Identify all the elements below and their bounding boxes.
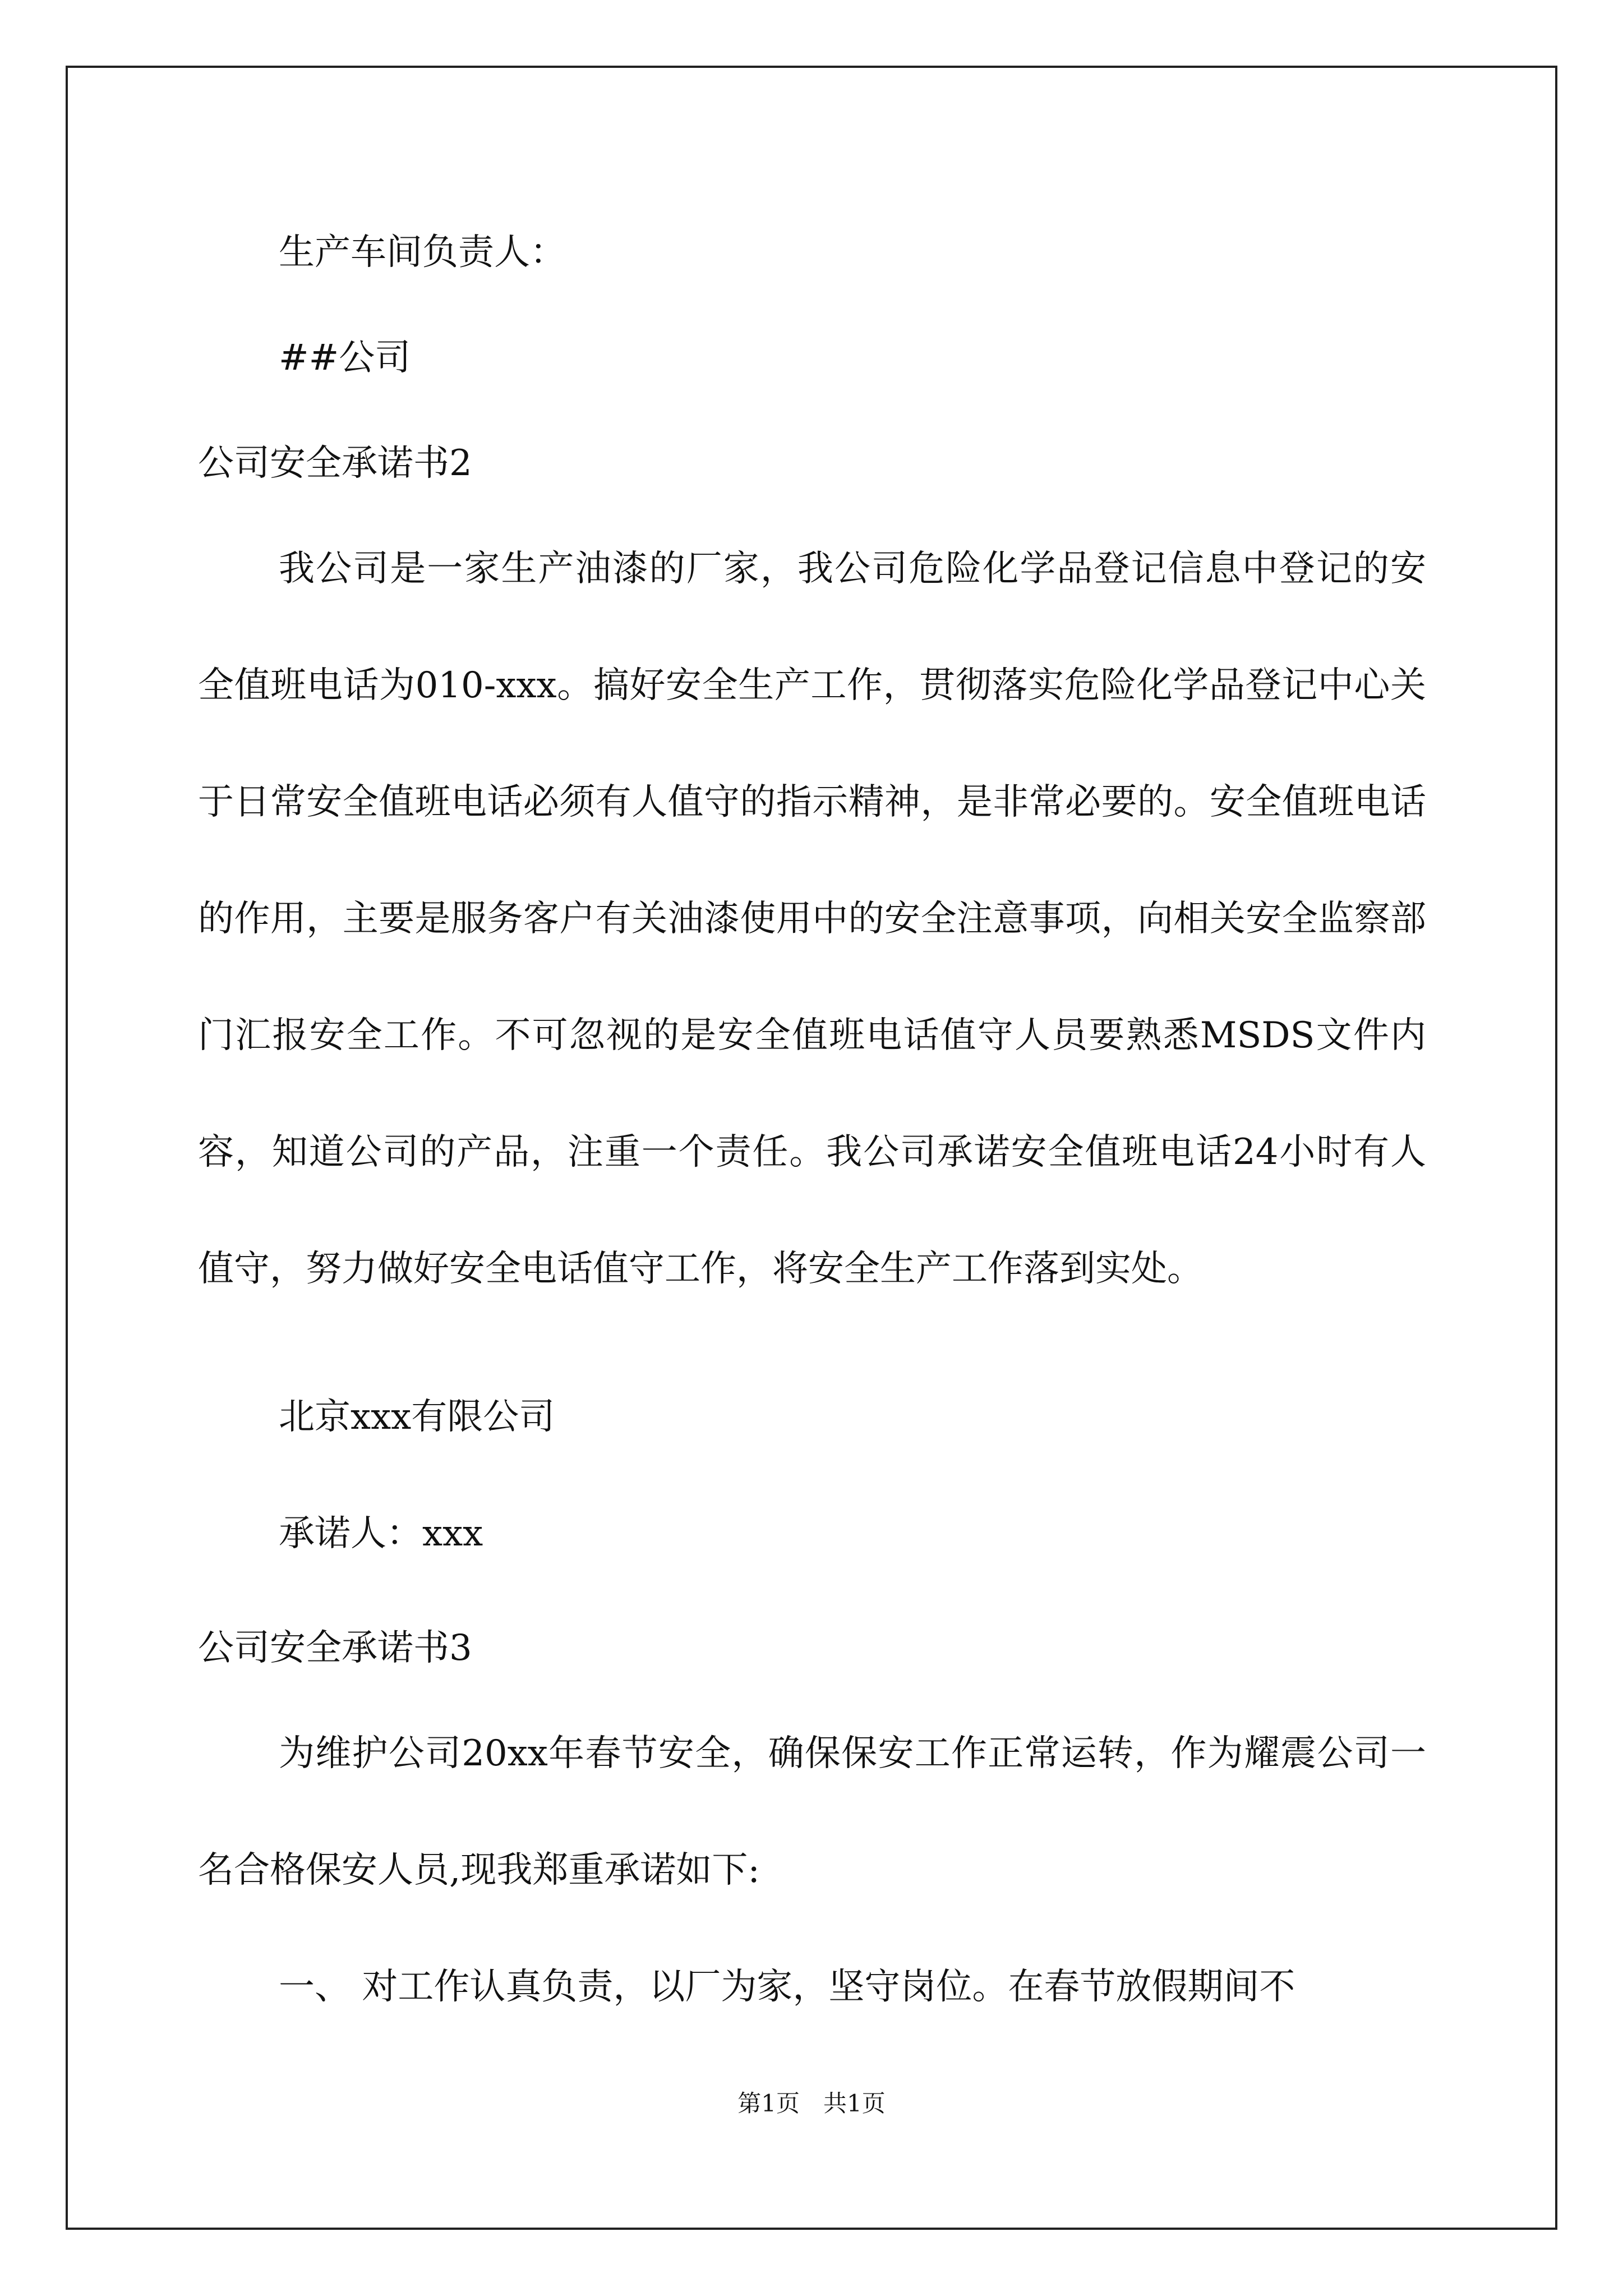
paragraph-item-1: 一、 对工作认真负责，以厂为家，坚守岗位。在春节放假期间不 <box>279 1966 1295 2008</box>
signatory-company-line: 北京xxx有限公司 <box>279 1396 555 1438</box>
page-footer: 第1页 共1页 <box>737 2090 886 2117</box>
paragraph-duty-phone: 我公司是一家生产油漆的厂家，我公司危险化学品登记信息中登记的安全值班电话为010-xxx。搞好安全生产工作，贯彻落实危险化学品登记中心关于日常安全值班电话必须有人值守的指示精神，是非常必要的。安全值班电话的作用，主要是服务客户有关油漆使用中的安全注意事项，向相关安全监察部门汇报安全工作。不可忽视的是安全值班电话值守人员要熟悉MSDS文件内容，知道公司的产品，注重一个责任。我公司承诺安全值班电话24小时有人值守，努力做好安全电话值守工作，将安全生产工作落到实处。 <box>198 548 1426 1290</box>
company-name-line: ##公司 <box>279 337 411 379</box>
section-heading-3: 公司安全承诺书3 <box>198 1627 472 1669</box>
promisor-line: 承诺人：xxx <box>279 1513 483 1554</box>
paragraph-spring-festival: 为维护公司20xx年春节安全，确保保安工作正常运转，作为耀震公司一名合格保安人员,现我郑重承诺如下: <box>198 1733 1426 1891</box>
section-heading-2: 公司安全承诺书2 <box>198 443 472 484</box>
workshop-manager-line: 生产车间负责人： <box>279 232 566 273</box>
